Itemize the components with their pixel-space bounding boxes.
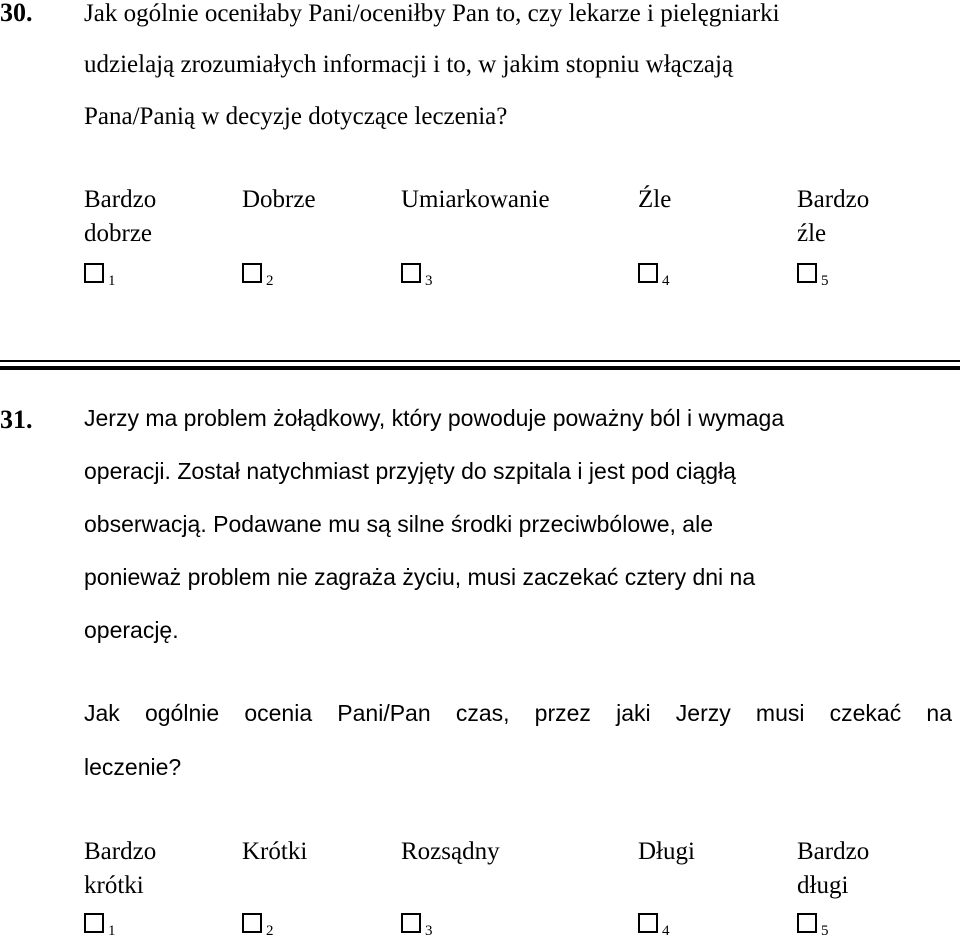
word: na <box>926 700 952 726</box>
q30-option-2-checkbox[interactable] <box>242 263 274 289</box>
word: musi <box>755 700 805 726</box>
option-number: 1 <box>108 923 116 939</box>
question-30-line-2: udzielają zrozumiałych informacji i to, w jakim stopniu włączają <box>84 51 734 78</box>
question-31-scale <box>0 835 960 943</box>
checkbox-icon[interactable] <box>242 263 262 283</box>
q30-option-4-label: Źle <box>638 186 672 213</box>
q30-option-1-label: Bardzo dobrze <box>84 186 157 247</box>
question-30-number: 30. <box>0 0 33 27</box>
checkbox-icon[interactable] <box>797 263 817 283</box>
q30-option-2-label: Dobrze <box>242 186 316 213</box>
word: czas, <box>455 700 510 726</box>
checkbox-icon[interactable] <box>242 913 262 933</box>
word: przez <box>534 700 591 726</box>
scenario-line-2: operacji. Został natychmiast przyjęty do szpitala i jest pod ciągłą <box>84 458 736 484</box>
option-number: 1 <box>108 273 116 289</box>
question-31-number: 31. <box>0 405 33 434</box>
option-number: 2 <box>266 273 274 289</box>
checkbox-icon[interactable] <box>401 263 421 283</box>
question-30-line-1: Jak ogólnie oceniłaby Pani/oceniłby Pan to, czy lekarze i pielęgniarki <box>84 0 780 27</box>
q31-option-2-checkbox[interactable] <box>242 913 274 939</box>
q31-option-5-label: Bardzo długi <box>797 838 870 899</box>
q31-option-3-label: Rozsądny <box>401 838 500 865</box>
q31-option-3-checkbox[interactable] <box>401 913 433 939</box>
q31-option-5-checkbox[interactable] <box>797 913 829 939</box>
checkbox-icon[interactable] <box>638 913 658 933</box>
checkbox-icon[interactable] <box>84 913 104 933</box>
checkbox-icon[interactable] <box>797 913 817 933</box>
q31-option-2-label: Krótki <box>242 838 308 865</box>
scenario-line-1: Jerzy ma problem żołądkowy, który powoduje poważny ból i wymaga <box>84 405 785 431</box>
q31-option-1-checkbox[interactable] <box>84 913 116 939</box>
option-number: 3 <box>425 273 433 289</box>
q30-option-3-checkbox[interactable] <box>401 263 433 289</box>
option-number: 4 <box>662 273 670 289</box>
checkbox-icon[interactable] <box>401 913 421 933</box>
checkbox-icon[interactable] <box>638 263 658 283</box>
scenario-line-4: ponieważ problem nie zagraża życiu, musi zaczekać cztery dni na <box>84 564 756 590</box>
question-30-scale <box>0 183 960 303</box>
divider-thick <box>0 366 960 370</box>
option-number: 5 <box>821 273 829 289</box>
question-line-2: leczenie? <box>84 754 182 780</box>
scenario-line-5: operację. <box>84 617 179 643</box>
option-number: 2 <box>266 923 274 939</box>
question-line-1 <box>84 700 952 727</box>
q30-option-5-checkbox[interactable] <box>797 263 829 289</box>
q30-option-5-label: Bardzo źle <box>797 186 870 247</box>
divider-thin <box>0 360 960 362</box>
word: Jak <box>84 700 120 726</box>
question-30-line-3: Pana/Panią w decyzje dotyczące leczenia? <box>84 103 508 130</box>
q30-option-3-label: Umiarkowanie <box>401 186 550 213</box>
word: Jerzy <box>675 700 731 726</box>
q31-option-1-label: Bardzo krótki <box>84 838 157 899</box>
word: jaki <box>616 700 651 726</box>
option-number: 5 <box>821 923 829 939</box>
question-31-question <box>84 700 954 790</box>
option-number: 4 <box>662 923 670 939</box>
checkbox-icon[interactable] <box>84 263 104 283</box>
word: ocenia <box>244 700 313 726</box>
q31-option-4-checkbox[interactable] <box>638 913 670 939</box>
word: Pani/Pan <box>337 700 431 726</box>
q30-option-1-checkbox[interactable] <box>84 263 116 289</box>
question-31-scenario <box>84 405 954 655</box>
word: czekać <box>829 700 902 726</box>
word: ogólnie <box>144 700 220 726</box>
q31-option-4-label: Długi <box>638 838 695 865</box>
option-number: 3 <box>425 923 433 939</box>
q30-option-4-checkbox[interactable] <box>638 263 670 289</box>
scenario-line-3: obserwacją. Podawane mu są silne środki przeciwbólowe, ale <box>84 511 713 537</box>
